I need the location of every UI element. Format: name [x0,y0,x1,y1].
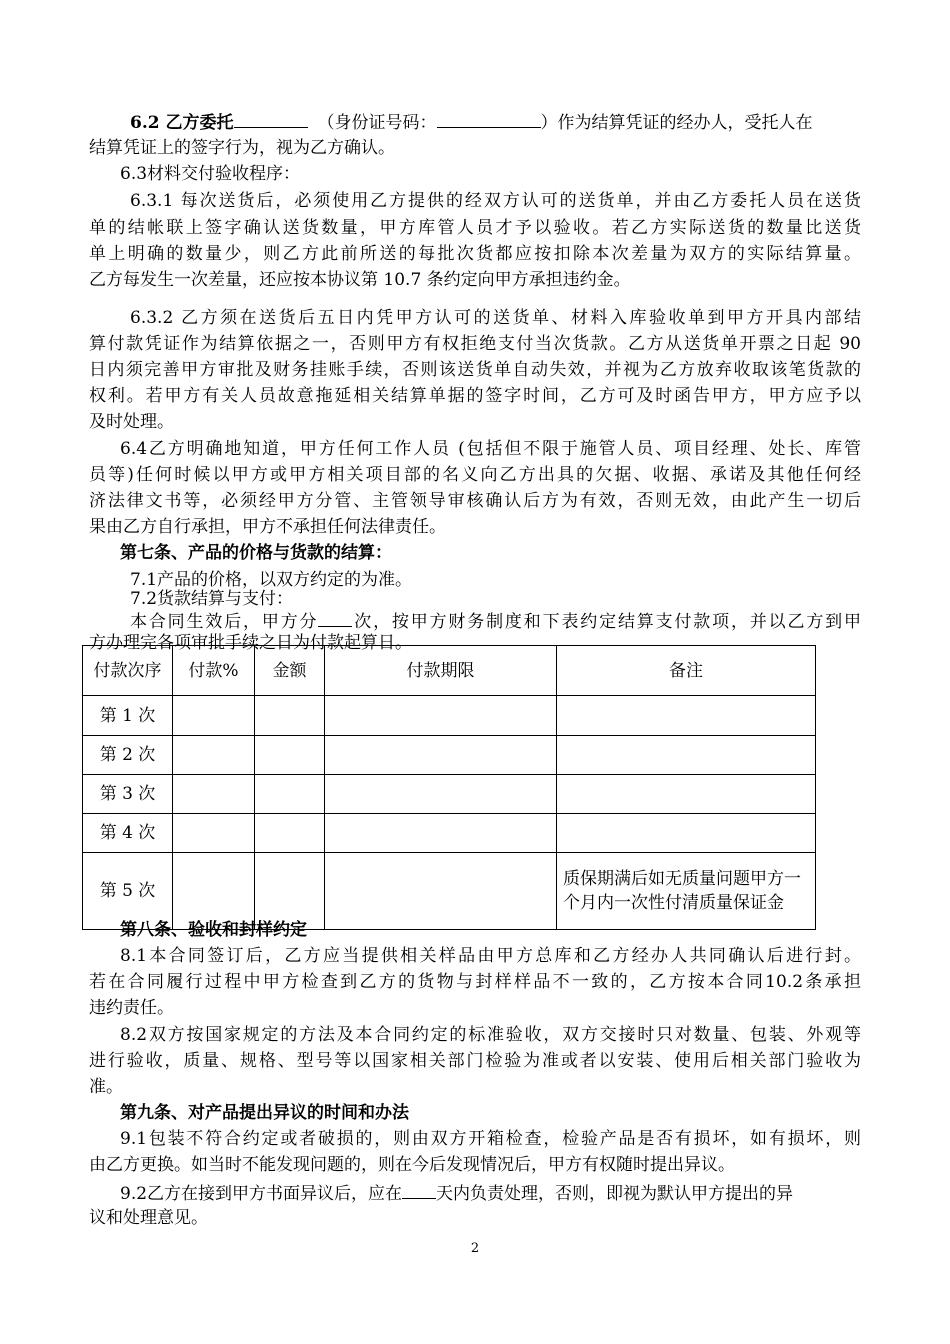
payment-percent-cell[interactable] [173,736,255,775]
clause-6-4-line-3: 济法律文书等，必须经甲方分管、主管领导审核确认后方为有效，否则无效，由此产生一切后 [89,491,861,511]
clause-6-3-2-line-3: 日内须完善甲方审批及财务挂账手续，否则该送货单自动失效，并视为乙方放弃收取该笔货款的 [89,360,861,380]
clause-6-3-1-line-3: 单上明确的数量少，则乙方此前所送的每批次货都应按扣除本次差量为双方的实际结算量。 [89,244,861,264]
article-7-heading: 第七条、产品的价格与货款的结算： [120,543,392,563]
payment-percent-cell[interactable] [173,775,255,814]
clause-text: 9.2乙方在接到甲方书面异议后，应在 [120,1184,403,1204]
table-header: 付款% [173,646,255,696]
payment-sequence: 第 2 次 [83,736,173,775]
id-number-blank[interactable] [437,107,541,128]
clause-7-2: 7.2货款结算与支付： [130,589,294,609]
article-9-heading: 第九条、对产品提出异议的时间和办法 [120,1103,409,1123]
payment-amount-cell[interactable] [255,775,325,814]
installments-blank[interactable] [318,606,352,627]
clause-6-3-2-line-1: 6.3.2 乙方须在送货后五日内凭甲方认可的送货单、材料入库验收单到甲方开具内部结 [130,308,861,328]
clause-6-4-line-4: 果由乙方自行承担，甲方不承担任何法律责任。 [89,517,446,537]
table-row [83,814,816,853]
clause-8-2-line-1: 8.2双方按国家规定的方法及本合同约定的标准验收，双方交接时只对数量、包装、外观等 [120,1025,861,1045]
clause-text: ）作为结算凭证的经办人，受托人在 [540,113,813,133]
table-row [83,696,816,736]
clause-9-1-line-2: 由乙方更换。如当时不能发现问题的，则在今后发现情况后，甲方有权随时提出异议。 [89,1155,735,1175]
payment-term-cell[interactable] [325,736,557,775]
payment-amount-cell[interactable] [255,696,325,736]
table-row [83,775,816,814]
payment-percent-cell[interactable] [173,814,255,853]
clause-text: 本合同生效后，甲方分 [130,612,319,632]
clause-6-3-2-line-4: 权利。若甲方有关人员故意拖延相关结算单据的签字时间，乙方可及时函告甲方，甲方应予以 [89,386,861,406]
clause-6-3-1-line-4: 乙方每发生一次差量，还应按本协议第 10.7 条约定向甲方承担违约金。 [89,270,631,290]
clause-6-3-1-line-2: 单的结帐联上签字确认送货数量，甲方库管人员才予以验收。若乙方实际送货的数量比送货 [89,218,861,238]
clause-text: 6.2 乙方委托 [130,113,234,133]
clause-8-1-line-2: 若在合同履行过程中甲方检查到乙方的货物与封样样品不一致的，乙方按本合同10.2条承担 [89,972,861,992]
clause-9-2-line-1 [120,1178,861,1206]
payment-sequence: 第 4 次 [83,814,173,853]
payment-sequence: 第 1 次 [83,696,173,736]
days-blank[interactable] [402,1178,436,1199]
payment-sequence: 第 3 次 [83,775,173,814]
payment-term-cell[interactable] [325,814,557,853]
table-row [83,736,816,775]
table-header: 付款期限 [325,646,557,696]
agent-name-blank[interactable] [234,107,308,128]
clause-6-4-line-2: 员等)任何时候以甲方或甲方相关项目部的名义向乙方出具的欠据、收据、承诺及其他任何经 [89,465,861,485]
clause-8-1-line-3: 违约责任。 [89,998,174,1018]
payment-term-cell[interactable] [325,775,557,814]
clause-8-2-line-3: 准。 [89,1077,123,1097]
clause-text: 天内负责处理，否则，即视为默认甲方提出的异 [436,1184,794,1204]
table-header: 付款次序 [83,646,173,696]
clause-6-2-line-2: 结算凭证上的签字行为，视为乙方确认。 [89,138,395,158]
clause-7-1: 7.1产品的价格，以双方约定的为准。 [130,570,413,590]
payment-sequence: 第 5 次 [83,853,173,930]
payment-note-cell[interactable] [557,696,816,736]
payment-amount-cell[interactable] [255,736,325,775]
clause-6-2-line-1 [130,107,861,135]
clause-text: 次，按甲方财务制度和下表约定结算支付款项，并以乙方到甲 [352,612,861,632]
payment-percent-cell[interactable] [173,696,255,736]
payment-note-cell[interactable] [557,736,816,775]
payment-note-cell[interactable] [557,775,816,814]
payment-amount-cell[interactable] [255,814,325,853]
payment-schedule-table [82,645,816,930]
table-header: 备注 [557,646,816,696]
article-8-heading: 第八条、验收和封样约定 [120,920,307,940]
payment-note-cell[interactable] [557,814,816,853]
clause-6-4-line-1: 6.4乙方明确地知道，甲方任何工作人员 (包括但不限于施管人员、项目经理、处长、库管 [120,439,861,459]
clause-6-3-2-line-2: 算付款凭证作为结算依据之一，否则甲方有权拒绝支付当次货款。乙方从送货单开票之日起 90 [89,334,861,354]
clause-7-2-body-line-2: 方办理完各项审批手续之日为付款起算日。 [89,633,412,653]
payment-note-cell[interactable]: 质保期满后如无质量问题甲方一个月内一次性付清质量保证金 [557,853,816,930]
page-number: 2 [470,1241,480,1256]
clause-6-3-heading: 6.3材料交付验收程序： [120,164,301,184]
clause-8-1-line-1: 8.1本合同签订后，乙方应当提供相关样品由甲方总库和乙方经办人共同确认后进行封。 [120,946,861,966]
table-header: 金额 [255,646,325,696]
clause-8-2-line-2: 进行验收，质量、规格、型号等以国家相关部门检验为准或者以安装、使用后相关部门验收为 [89,1051,861,1071]
clause-9-1-line-1: 9.1包装不符合约定或者破损的，则由双方开箱检查，检验产品是否有损坏，如有损坏，则 [120,1129,861,1149]
payment-term-cell[interactable] [325,696,557,736]
clause-6-3-1-line-1: 6.3.1 每次送货后，必须使用乙方提供的经双方认可的送货单，并由乙方委托人员在送货 [130,191,861,211]
clause-text: （身份证号码： [317,113,437,133]
clause-6-3-2-line-5: 及时处理。 [89,412,174,432]
clause-9-2-line-2: 议和处理意见。 [89,1208,208,1228]
